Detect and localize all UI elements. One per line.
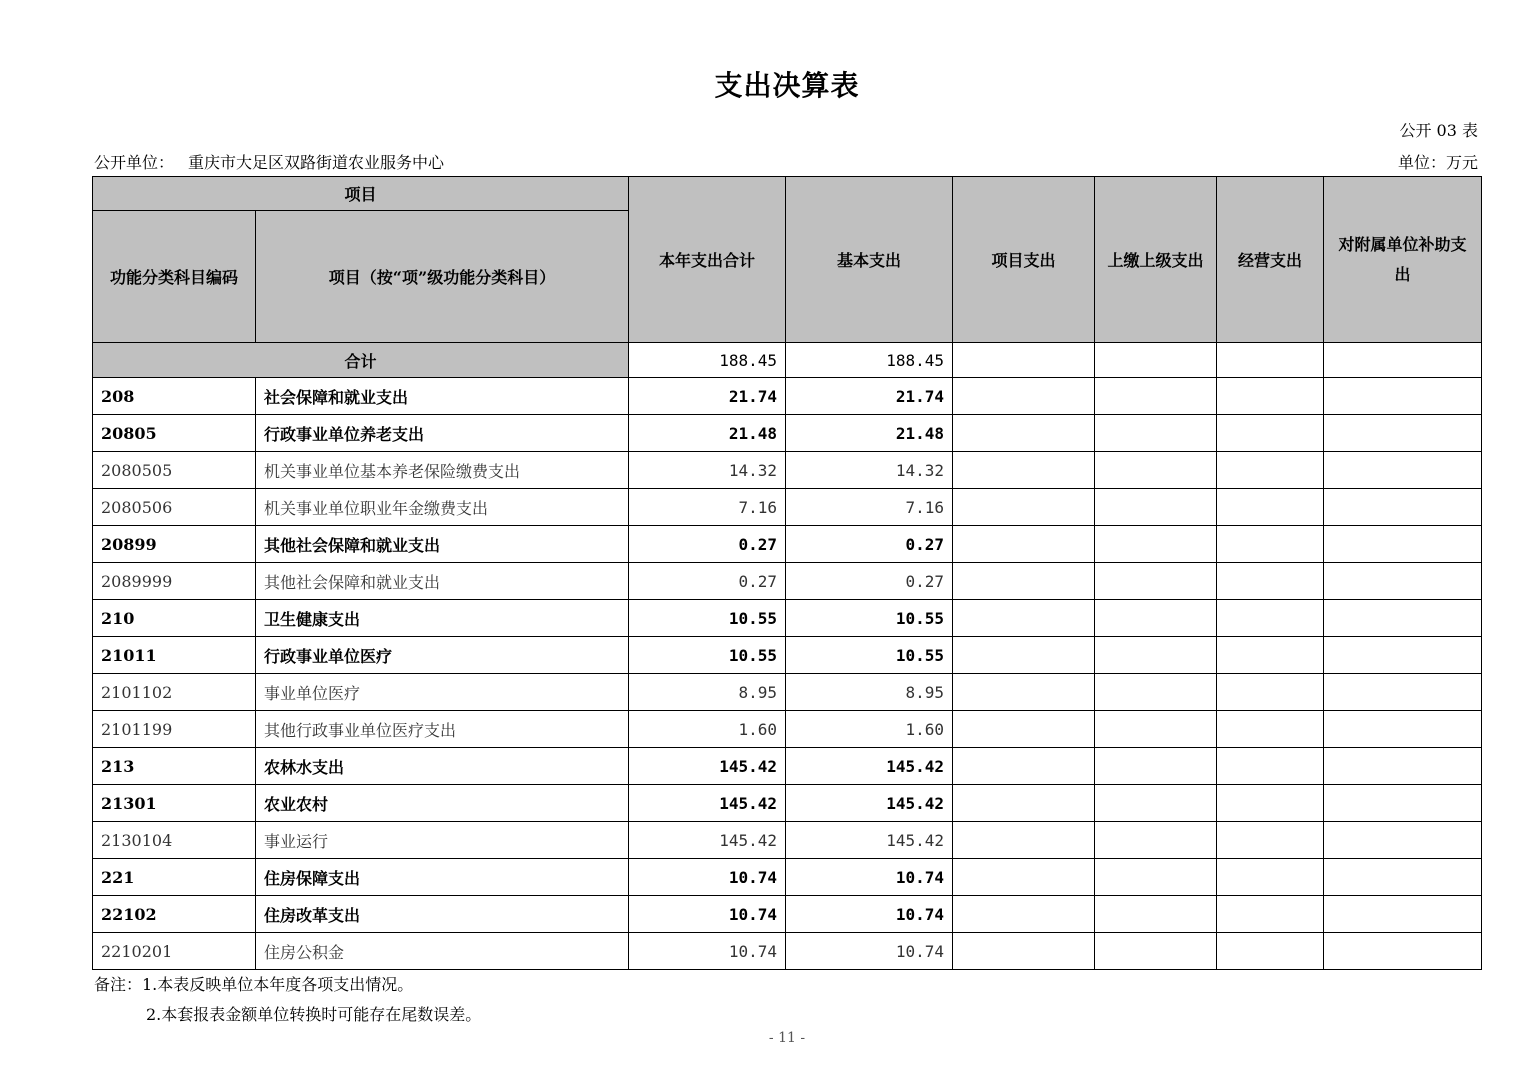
row-code: 21301 — [93, 785, 256, 822]
table-row — [93, 378, 1482, 415]
row-name: 社会保障和就业支出 — [256, 378, 629, 415]
empty-cell — [1095, 489, 1217, 526]
row-code: 2210201 — [93, 933, 256, 970]
row-basic: 10.74 — [786, 859, 953, 896]
empty-cell — [1217, 933, 1324, 970]
page-title: 支出决算表 — [714, 69, 860, 102]
row-name: 行政事业单位医疗 — [256, 637, 629, 674]
total-row — [93, 343, 1482, 378]
empty-cell — [953, 711, 1095, 748]
empty-cell — [1217, 452, 1324, 489]
table-row — [93, 896, 1482, 933]
row-basic: 21.74 — [786, 378, 953, 415]
row-code: 22102 — [93, 896, 256, 933]
table-row — [93, 785, 1482, 822]
empty-cell — [1324, 637, 1482, 674]
empty-cell — [1324, 563, 1482, 600]
empty-cell — [953, 785, 1095, 822]
row-basic: 10.74 — [786, 933, 953, 970]
empty-cell — [953, 378, 1095, 415]
empty-cell — [1324, 415, 1482, 452]
empty-cell — [1324, 896, 1482, 933]
empty-cell — [1095, 785, 1217, 822]
row-total: 21.74 — [629, 378, 786, 415]
row-code: 2089999 — [93, 563, 256, 600]
row-basic: 7.16 — [786, 489, 953, 526]
row-name: 其他社会保障和就业支出 — [256, 526, 629, 563]
empty-cell — [953, 526, 1095, 563]
row-name: 住房公积金 — [256, 933, 629, 970]
table-row — [93, 563, 1482, 600]
empty-cell — [1095, 600, 1217, 637]
empty-cell — [953, 748, 1095, 785]
empty-cell — [1324, 452, 1482, 489]
empty-cell — [1217, 674, 1324, 711]
row-basic: 145.42 — [786, 785, 953, 822]
empty-cell — [1217, 526, 1324, 563]
empty-cell — [1095, 452, 1217, 489]
table-row — [93, 822, 1482, 859]
empty-cell — [1217, 711, 1324, 748]
empty-cell — [1324, 378, 1482, 415]
row-code: 2101199 — [93, 711, 256, 748]
row-code: 20805 — [93, 415, 256, 452]
row-name: 机关事业单位基本养老保险缴费支出 — [256, 452, 629, 489]
unit-label: 公开单位： — [94, 153, 175, 172]
row-total: 7.16 — [629, 489, 786, 526]
empty-cell — [953, 343, 1095, 378]
empty-cell — [1095, 563, 1217, 600]
row-total: 145.42 — [629, 748, 786, 785]
row-code: 2101102 — [93, 674, 256, 711]
empty-cell — [1095, 859, 1217, 896]
empty-cell — [1324, 526, 1482, 563]
page-number: - 11 - — [768, 1030, 806, 1046]
row-total: 8.95 — [629, 674, 786, 711]
empty-cell — [1095, 711, 1217, 748]
empty-cell — [1324, 748, 1482, 785]
empty-cell — [953, 896, 1095, 933]
notes — [94, 970, 481, 1030]
row-basic: 145.42 — [786, 748, 953, 785]
table-row — [93, 600, 1482, 637]
empty-cell — [1324, 674, 1482, 711]
empty-cell — [1095, 415, 1217, 452]
row-total: 0.27 — [629, 526, 786, 563]
empty-cell — [1095, 378, 1217, 415]
row-name: 卫生健康支出 — [256, 600, 629, 637]
row-code: 2080505 — [93, 452, 256, 489]
empty-cell — [1324, 859, 1482, 896]
unit-name: 重庆市大足区双路街道农业服务中心 — [188, 153, 445, 172]
empty-cell — [1217, 637, 1324, 674]
empty-cell — [1095, 637, 1217, 674]
header-business: 经营支出 — [1217, 177, 1324, 343]
empty-cell — [1095, 822, 1217, 859]
empty-cell — [1095, 526, 1217, 563]
table-row — [93, 748, 1482, 785]
row-name: 其他社会保障和就业支出 — [256, 563, 629, 600]
empty-cell — [953, 637, 1095, 674]
table-row — [93, 452, 1482, 489]
form-number: 公开 03 表 — [1399, 121, 1478, 140]
row-name: 事业单位医疗 — [256, 674, 629, 711]
row-basic: 0.27 — [786, 526, 953, 563]
empty-cell — [953, 674, 1095, 711]
row-total: 145.42 — [629, 785, 786, 822]
empty-cell — [1095, 896, 1217, 933]
note-1: 备注：1.本表反映单位本年度各项支出情况。 — [94, 975, 414, 994]
empty-cell — [1217, 822, 1324, 859]
header-project-expense: 项目支出 — [953, 177, 1095, 343]
table-row — [93, 859, 1482, 896]
row-name: 事业运行 — [256, 822, 629, 859]
empty-cell — [1217, 489, 1324, 526]
empty-cell — [1324, 489, 1482, 526]
row-total: 10.55 — [629, 600, 786, 637]
table-row — [93, 489, 1482, 526]
header-project: 项目 — [93, 177, 629, 211]
table-row — [93, 711, 1482, 748]
row-name: 机关事业单位职业年金缴费支出 — [256, 489, 629, 526]
row-basic: 1.60 — [786, 711, 953, 748]
empty-cell — [953, 563, 1095, 600]
table-row — [93, 415, 1482, 452]
note-2: 2.本套报表金额单位转换时可能存在尾数误差。 — [146, 1005, 482, 1024]
row-basic: 10.74 — [786, 896, 953, 933]
empty-cell — [1217, 896, 1324, 933]
row-total: 10.74 — [629, 859, 786, 896]
table-row — [93, 637, 1482, 674]
currency-unit: 单位：万元 — [1397, 153, 1478, 172]
row-code: 2130104 — [93, 822, 256, 859]
table-row — [93, 933, 1482, 970]
empty-cell — [1324, 343, 1482, 378]
empty-cell — [1324, 785, 1482, 822]
row-total: 10.55 — [629, 637, 786, 674]
row-code: 208 — [93, 378, 256, 415]
row-name: 其他行政事业单位医疗支出 — [256, 711, 629, 748]
row-total: 10.74 — [629, 896, 786, 933]
row-basic: 21.48 — [786, 415, 953, 452]
header-subsidy: 对附属单位补助支出 — [1324, 177, 1482, 343]
header-name: 项目（按“项”级功能分类科目） — [256, 211, 629, 343]
empty-cell — [1217, 859, 1324, 896]
row-total: 0.27 — [629, 563, 786, 600]
empty-cell — [1324, 711, 1482, 748]
empty-cell — [1217, 378, 1324, 415]
empty-cell — [1217, 563, 1324, 600]
row-total: 1.60 — [629, 711, 786, 748]
total-label: 合计 — [93, 343, 629, 378]
row-total: 145.42 — [629, 822, 786, 859]
unit-info-row — [94, 150, 1478, 172]
header-basic: 基本支出 — [786, 177, 953, 343]
reporting-unit — [94, 150, 444, 173]
empty-cell — [953, 600, 1095, 637]
table-row — [93, 526, 1482, 563]
row-code: 2080506 — [93, 489, 256, 526]
empty-cell — [1217, 415, 1324, 452]
total-basic: 188.45 — [786, 343, 953, 378]
row-name: 行政事业单位养老支出 — [256, 415, 629, 452]
empty-cell — [953, 489, 1095, 526]
row-code: 20899 — [93, 526, 256, 563]
row-name: 农业农村 — [256, 785, 629, 822]
row-code: 210 — [93, 600, 256, 637]
empty-cell — [1095, 933, 1217, 970]
empty-cell — [1324, 933, 1482, 970]
row-total: 21.48 — [629, 415, 786, 452]
empty-cell — [1095, 343, 1217, 378]
row-basic: 0.27 — [786, 563, 953, 600]
header-total: 本年支出合计 — [629, 177, 786, 343]
row-basic: 10.55 — [786, 637, 953, 674]
empty-cell — [1217, 748, 1324, 785]
empty-cell — [1217, 343, 1324, 378]
table-row — [93, 674, 1482, 711]
header-code: 功能分类科目编码 — [93, 211, 256, 343]
row-basic: 145.42 — [786, 822, 953, 859]
empty-cell — [1324, 822, 1482, 859]
row-total: 10.74 — [629, 933, 786, 970]
header-upper-payment: 上缴上级支出 — [1095, 177, 1217, 343]
empty-cell — [953, 452, 1095, 489]
empty-cell — [1095, 674, 1217, 711]
empty-cell — [1217, 785, 1324, 822]
empty-cell — [1324, 600, 1482, 637]
empty-cell — [953, 859, 1095, 896]
row-code: 213 — [93, 748, 256, 785]
row-code: 21011 — [93, 637, 256, 674]
row-name: 农林水支出 — [256, 748, 629, 785]
empty-cell — [1217, 600, 1324, 637]
empty-cell — [953, 933, 1095, 970]
row-basic: 10.55 — [786, 600, 953, 637]
row-basic: 8.95 — [786, 674, 953, 711]
empty-cell — [1095, 748, 1217, 785]
empty-cell — [953, 415, 1095, 452]
row-basic: 14.32 — [786, 452, 953, 489]
row-name: 住房改革支出 — [256, 896, 629, 933]
expenditure-table — [92, 176, 1482, 970]
total-sum: 188.45 — [629, 343, 786, 378]
empty-cell — [953, 822, 1095, 859]
row-code: 221 — [93, 859, 256, 896]
row-total: 14.32 — [629, 452, 786, 489]
row-name: 住房保障支出 — [256, 859, 629, 896]
